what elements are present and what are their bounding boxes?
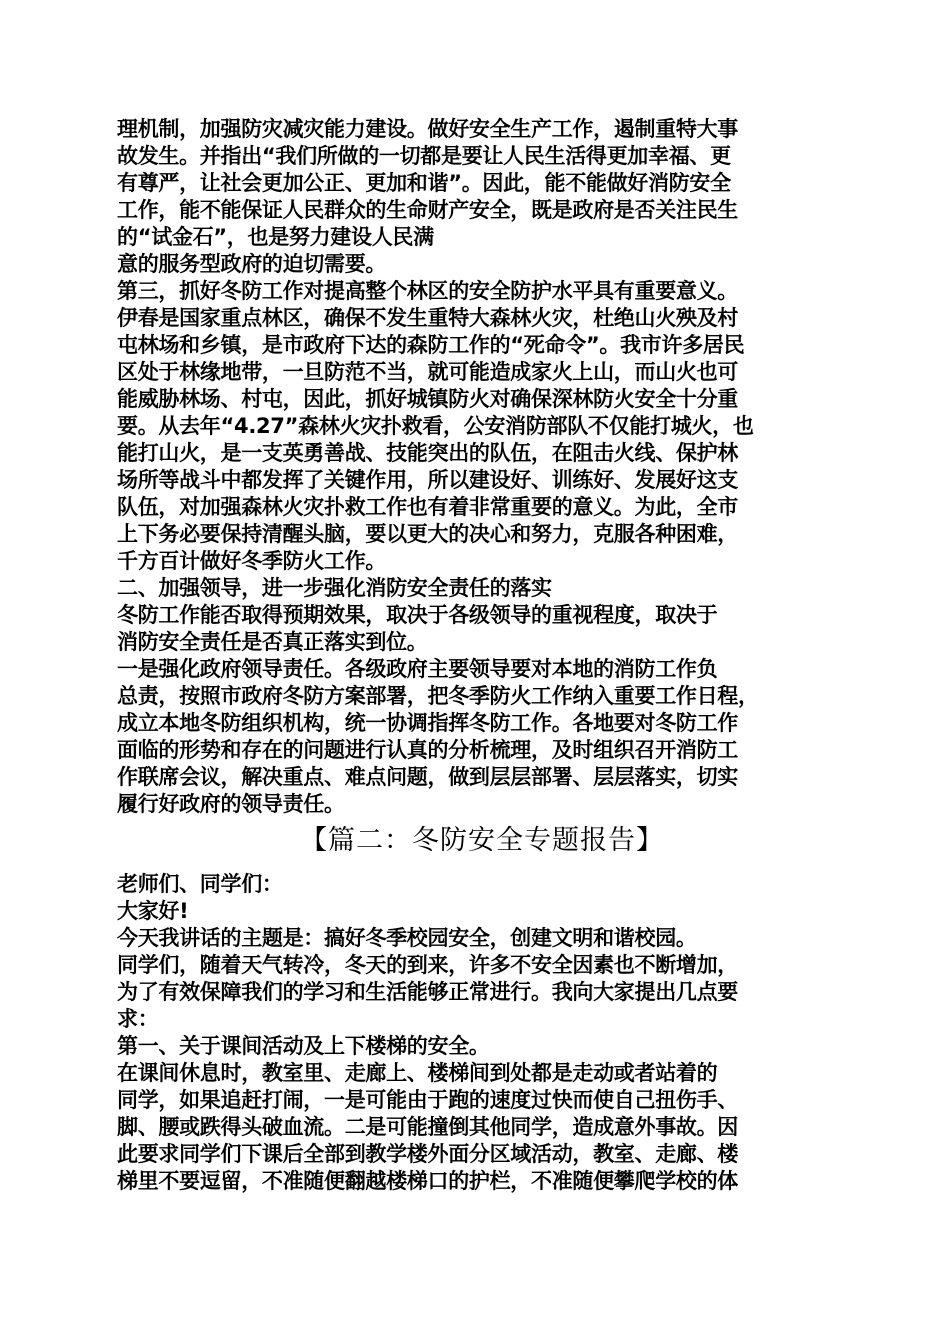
text-line: 冬防工作能否取得预期效果，取决于各级领导的重视程度，取决于 bbox=[117, 603, 718, 627]
text-line: 履行好政府的领导责任。 bbox=[117, 792, 345, 816]
text-line: 的“试金石”，也是努力建设人民满 bbox=[117, 225, 434, 249]
text-line: 工作，能不能保证人民群众的生命财产安全，既是政府是否关注民生 bbox=[117, 198, 738, 222]
text-line: 上下务必要保持清醒头脑，要以更大的决心和努力，克服各种困难， bbox=[117, 522, 738, 546]
text-line: 屯林场和乡镇，是市政府下达的森防工作的“死命令”。我市许多居民 bbox=[117, 333, 745, 357]
text-line: 在课间休息时，教室里、走廊上、楼梯间到处都是走动或者站着的 bbox=[117, 1061, 718, 1085]
text-line: 伊春是国家重点林区，确保不发生重特大森林火灾，杜绝山火殃及村 bbox=[117, 306, 738, 330]
document-page bbox=[117, 116, 847, 1195]
part2-text bbox=[117, 871, 847, 1195]
text-line: 今天我讲话的主题是：搞好冬季校园安全，创建文明和谐校园。 bbox=[117, 926, 697, 950]
text-line: 此要求同学们下课后全部到教学楼外面分区域活动，教室、走廊、楼 bbox=[117, 1142, 738, 1166]
text-line: 成立本地冬防组织机构，统一协调指挥冬防工作。各地要对冬防工作 bbox=[117, 711, 738, 735]
text-line: 求： bbox=[117, 1007, 159, 1031]
text-line: 总责，按照市政府冬防方案部署，把冬季防火工作纳入重要工作日程， bbox=[117, 684, 759, 708]
text-line: 意的服务型政府的迫切需要。 bbox=[117, 252, 387, 276]
text-line: 面临的形势和存在的问题进行认真的分析梳理，及时组织召开消防工 bbox=[117, 738, 738, 762]
greeting: 大家好! bbox=[117, 899, 189, 923]
text-line: 千方百计做好冬季防火工作。 bbox=[117, 549, 387, 573]
text-line: 一是强化政府领导责任。各级政府主要领导要对本地的消防工作负 bbox=[117, 657, 718, 681]
text-line: 有尊严，让社会更加公正、更加和谐”。因此，能不能做好消防安全 bbox=[117, 171, 731, 195]
salutation: 老师们、同学们： bbox=[117, 872, 283, 896]
text-line: 区处于林缘地带，一旦防范不当，就可能造成家火上山，而山火也可 bbox=[117, 360, 738, 384]
text-line: 同学们，随着天气转冷，冬天的到来，许多不安全因素也不断增加， bbox=[117, 953, 738, 977]
text-line: 作联席会议，解决重点、难点问题，做到层层部署、层层落实，切实 bbox=[117, 765, 738, 789]
text-line: 为了有效保障我们的学习和生活能够正常进行。我向大家提出几点要 bbox=[117, 980, 738, 1004]
text-line: 能威胁林场、村屯，因此，抓好城镇防火对确保深林防火安全十分重 bbox=[117, 387, 738, 411]
text-line: 消防安全责任是否真正落实到位。 bbox=[117, 630, 428, 654]
part1-text bbox=[117, 116, 847, 818]
text-line: 队伍，对加强森林火灾扑救工作也有着非常重要的意义。为此，全市 bbox=[117, 495, 738, 519]
text-line: 梯里不要逗留，不准随便翻越楼梯口的护栏，不准随便攀爬学校的体 bbox=[117, 1169, 738, 1193]
text-line: 故发生。并指出“我们所做的一切都是要让人民生活得更加幸福、更 bbox=[117, 144, 731, 168]
text-line: 要。从去年“4.27”森林火灾扑救看，公安消防部队不仅能打城火，也 bbox=[117, 414, 754, 438]
text-line: 同学，如果追赶打闹，一是可能由于跑的速度过快而使自己扭伤手、 bbox=[117, 1088, 738, 1112]
section-heading: 二、加强领导，进一步强化消防安全责任的落实 bbox=[117, 576, 552, 600]
section-heading: 第一、关于课间活动及上下楼梯的安全。 bbox=[117, 1034, 490, 1058]
article-title: 【篇二：冬防安全专题报告】 bbox=[300, 825, 664, 856]
text-line: 脚、腰或跌得头破血流。二是可能撞倒其他同学，造成意外事故。因 bbox=[117, 1115, 738, 1139]
text-line: 理机制，加强防灾减灾能力建设。做好安全生产工作，遏制重特大事 bbox=[117, 117, 738, 141]
text-line: 能打山火，是一支英勇善战、技能突出的队伍，在阻击火线、保护林 bbox=[117, 441, 738, 465]
text-line: 第三，抓好冬防工作对提高整个林区的安全防护水平具有重要意义。 bbox=[117, 279, 738, 303]
text-line: 场所等战斗中都发挥了关键作用，所以建设好、训练好、发展好这支 bbox=[117, 468, 738, 492]
